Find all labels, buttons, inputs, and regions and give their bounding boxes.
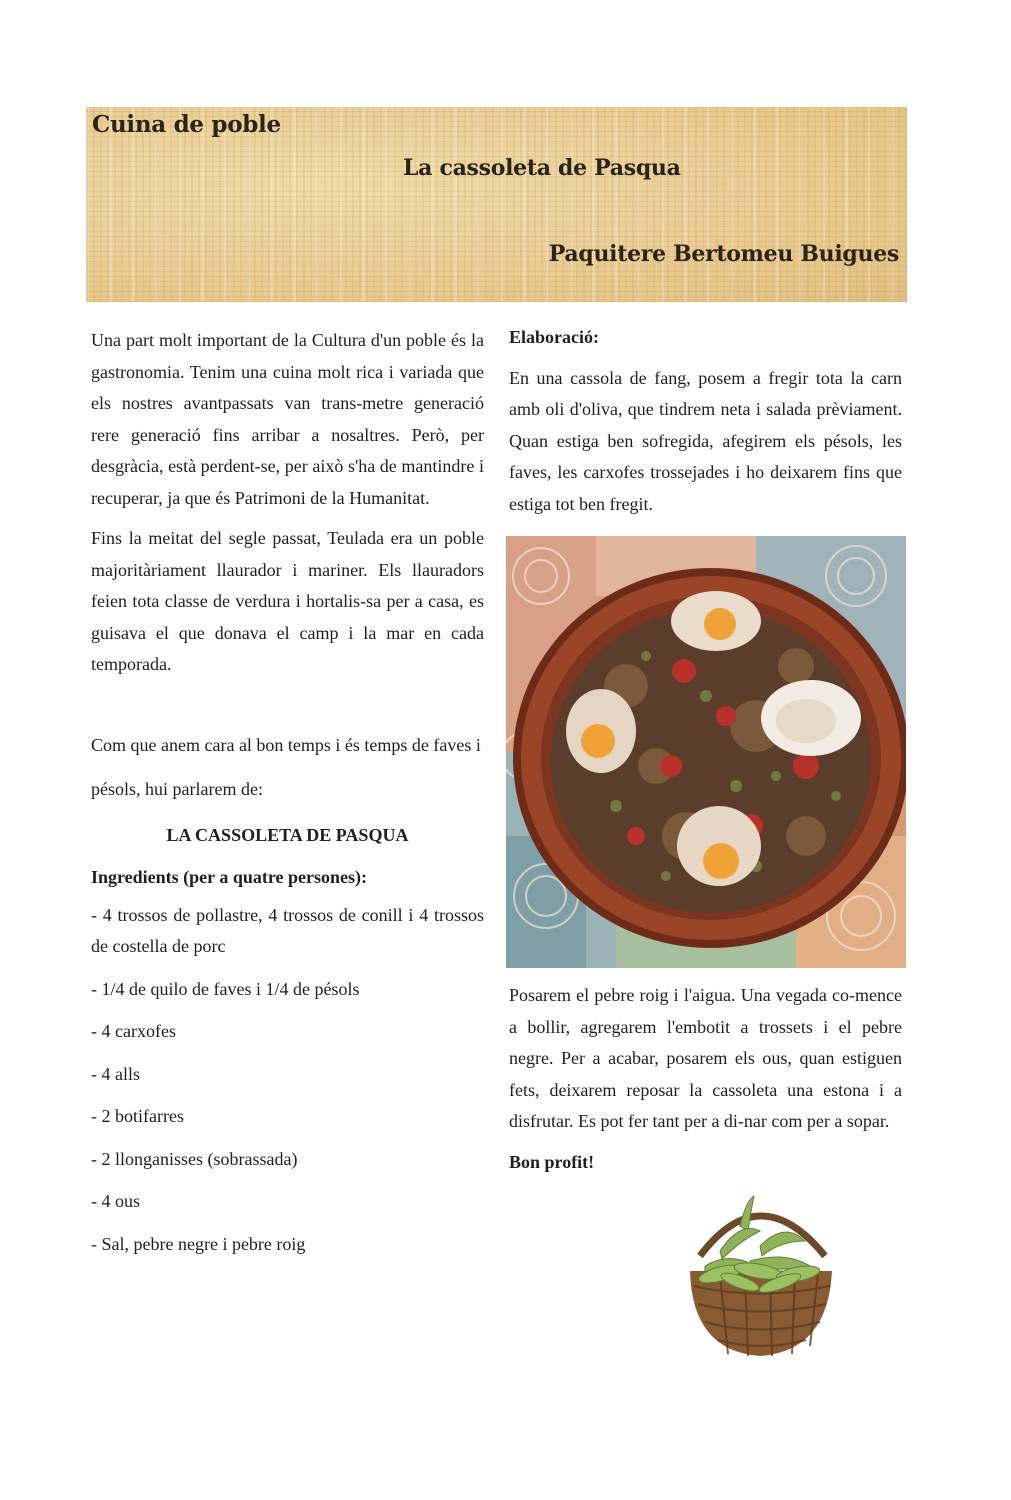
cassoleta-photo xyxy=(506,536,906,968)
ingredients-heading: Ingredients (per a quatre persones): xyxy=(91,867,367,887)
ingredient-item: - 4 carxofes xyxy=(91,1021,176,1041)
intro-paragraph-1: Una part molt important de la Cultura d'un poble és la gastronomia. Tenim una cuina molt rica i variada que els nostres avantpassats van trans-metre generació rere generació fins arribar a nosaltres. Però, per desgràcia, està perdent-se, per això s'ha de mantindre i recuperar, ja que és Patrimoni de la Humanitat. xyxy=(91,330,484,508)
ingredient-item: - Sal, pebre negre i pebre roig xyxy=(91,1233,306,1254)
recipe-title: LA CASSOLETA DE PASQUA xyxy=(166,824,409,845)
elaboration-paragraph-1: En una cassola de fang, posem a fregir tota la carn amb oli d'oliva, que tindrem neta i salada prèviament. Quan estiga ben sofregida, afegirem els pésols, les faves, les carxofes trossejades i ho deixarem fins que estiga tot ben fregit. xyxy=(509,367,902,514)
elaboration-paragraph-2: Posarem el pebre roig i l'aigua. Una vegada co-mence a bollir, agregarem l'embotit a trossets i el pebre negre. Per a acabar, posarem els ous, quan estiguen fets, deixarem reposar la cassoleta una estona i a disfrutar. Es pot fer tant per a di-nar com per a sopar. xyxy=(509,985,902,1131)
ingredients-list xyxy=(91,900,484,1261)
elaboration-heading: Elaboració: xyxy=(509,327,599,347)
intro-paragraph-2: Fins la meitat del segle passat, Teulada era un poble majoritàriament llaurador i mariner. Els llauradors feien tota classe de verdura i hortalis-sa per a casa, es guisava el que donava el camp i la mar en cada temporada. xyxy=(91,528,484,674)
ingredient-item: - 4 ous xyxy=(91,1191,140,1211)
ingredient-item: - 2 botifarres xyxy=(91,1106,184,1126)
ingredient-item: - 2 llonganisses (sobrassada) xyxy=(91,1148,298,1169)
right-column xyxy=(509,322,902,1178)
section-title: Cuina de poble xyxy=(92,111,281,138)
ingredient-item: - 1/4 de quilo de faves i 1/4 de pésols xyxy=(91,978,360,999)
closing-text: Bon profit! xyxy=(509,1151,595,1172)
header-banner xyxy=(86,107,907,302)
left-column xyxy=(91,325,484,1260)
intro-paragraph-3: Com que anem cara al bon temps i és temps de faves i pésols, hui parlarem de: xyxy=(91,734,481,799)
article-title: La cassoleta de Pasqua xyxy=(403,155,681,181)
article-author: Paquitere Bertomeu Buigues xyxy=(548,241,899,267)
fava-basket-photo xyxy=(680,1186,840,1366)
ingredient-item: - 4 trossos de pollastre, 4 trossos de conill i 4 trossos de costella de porc xyxy=(91,904,484,956)
ingredient-item: - 4 alls xyxy=(91,1063,140,1084)
